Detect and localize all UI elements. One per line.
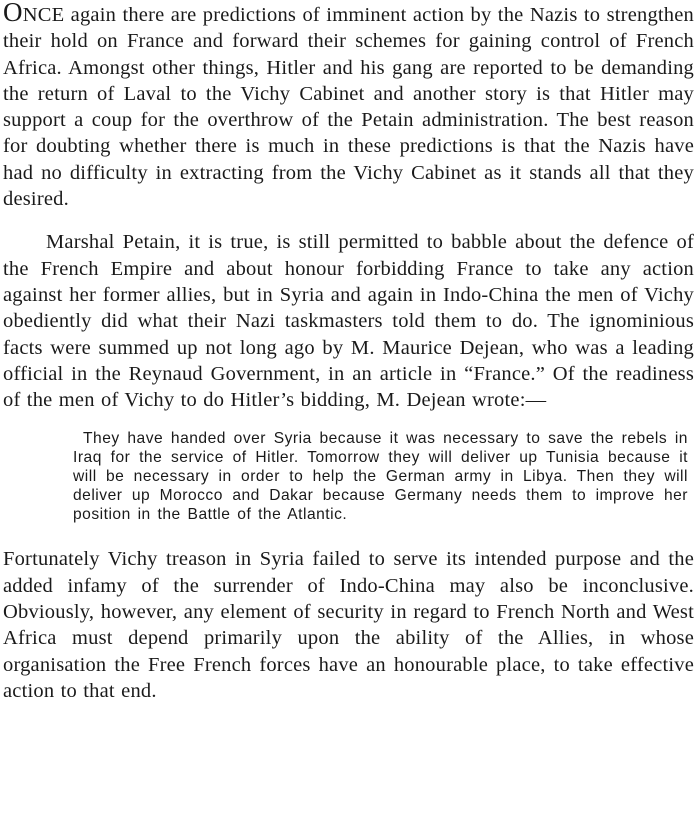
article-paragraph-1 [3,2,694,212]
article-paragraph-2: Marshal Petain, it is true, is still permitted to babble about the defence of the French Empire and about honour forbidding France to take any action against her former allies, but in Syria and again in Indo-China the men of Vichy obediently did what their Nazi taskmasters told them to do. The ignominious facts were summed up not long ago by M. Maurice Dejean, who was a leading official in the Reynaud Government, in an article in “France.” Of the readiness of the men of Vichy to do Hitler’s bidding, M. Dejean wrote:— [3,231,694,412]
paragraph-1-text: NCE again there are predictions of imminent action by the Nazis to strengthen their hold on France and forward their schemes for gaining control of French Africa. Amongst other things, Hitler and his gang are reported to be demanding the return of Laval to the Vichy Cabinet and another story is that Hitler may support a coup for the overthrow of the Petain administration. The best reason for doubting whether there is much in these predictions is that the Nazis have had no difficulty in extracting from the Vichy Cabinet as it stands all that they desired. [3,4,694,211]
article-paragraph-3: Fortunately Vichy treason in Syria failed to serve its intended purpose and the added infamy of the surrender of Indo-China may also be inconclusive. Obviously, however, any element of security in regard to French North and West Africa must depend primarily upon the ability of the Allies, in whose organisation the Free French forces have an honourable place, to take effective action to that end. [3,548,694,702]
block-quotation: They have handed over Syria because it was necessary to save the rebels in Iraq for the service of Hitler. Tomorrow they will deliver up Tunisia because it will be necessary in order to help the German army in Libya. Then they will deliver up Morocco and Dakar because Germany needs them to improve her position in the Battle of the Atlantic. [73,430,688,524]
initial-letter: O [3,0,23,27]
